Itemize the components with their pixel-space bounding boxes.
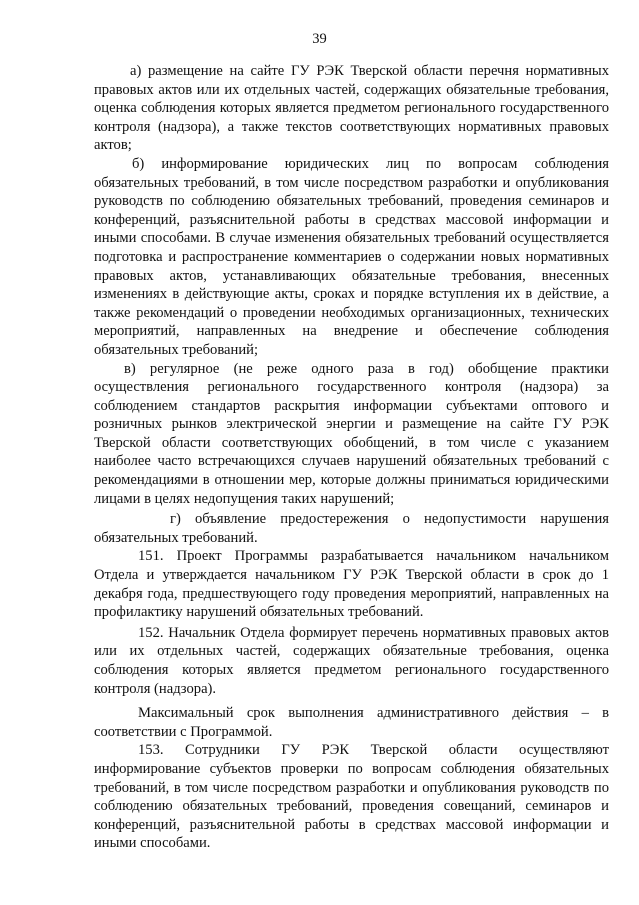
paragraph-item-a: а) размещение на сайте ГУ РЭК Тверской области перечня нормативных правовых актов или их отдельных частей, содержащих обязательные требования, оценка соблюдения которых является предметом регионального государственного контроля (надзора), а также текстов соответствующих нормативных правовых актов; (94, 63, 609, 154)
page-number: 39 (312, 31, 327, 47)
paragraph-item-b: б) информирование юридических лиц по вопросам соблюдения обязательных требований, в том числе посредством разработки и опубликования руководств по соблюдению обязательных требований, проведения семинаров и конференций, разъяснительной работы в средствах массовой информации и иными способами. В случае изменения обязательных требований осуществляется подготовка и распространение комментариев о содержании новых нормативных правовых актов, устанавливающих обязательные требования, внесенных изменениях в действующие акты, сроках и порядке вступления их в действие, а также рекомендаций о проведении необходимых организационных, технических мероприятий, направленных на внедрение и обеспечение соблюдения обязательных требований; (94, 155, 609, 358)
document-body (94, 62, 609, 853)
paragraph-152: 152. Начальник Отдела формирует перечень нормативных правовых актов или их отдельных частей, содержащих обязательные требования, оценка соблюдения которых является предметом регионального государственного контроля (надзора). (94, 624, 609, 697)
paragraph-item-g: г) объявление предостережения о недопустимости нарушения обязательных требований. (94, 511, 609, 546)
paragraph-153: 153. Сотрудники ГУ РЭК Тверской области осуществляют информирование субъектов проверки по вопросам соблюдения обязательных требований, в том числе посредством разработки и опубликования руководств по соблюдению обязательных требований, проведения совещаний, семинаров и конференций, разъяснительной работы в средствах массовой информации и иными способами. (94, 742, 609, 852)
paragraph-item-v: в) регулярное (не реже одного раза в год) обобщение практики осуществления регионального государственного контроля (надзора) за соблюдением стандартов раскрытия информации субъектами оптового и розничных рынков электрической энергии и размещение на сайте ГУ РЭК Тверской области соответствующих обобщений, в том числе с указанием наиболее часто встречающихся случаев нарушений обязательных требований с рекомендациями в отношении мер, которые должны приниматься юридическими лицами в целях недопущения таких нарушений; (94, 360, 609, 507)
paragraph-151: 151. Проект Программы разрабатывается начальником начальником Отдела и утверждается начальником ГУ РЭК Тверской области в срок до 1 декабря года, предшествующего году проведения мероприятий, направленных на профилактику нарушений обязательных требований. (94, 548, 609, 621)
paragraph-max-deadline: Максимальный срок выполнения административного действия – в соответствии с Программой. (94, 705, 609, 740)
